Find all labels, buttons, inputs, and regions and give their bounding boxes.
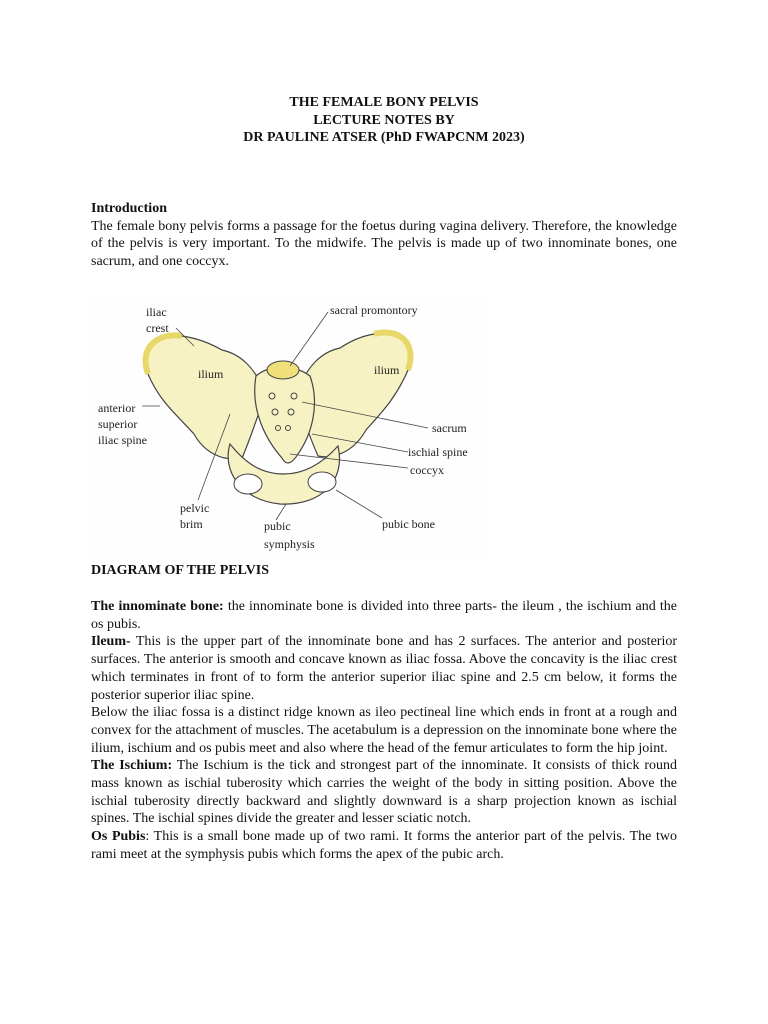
- ileum-text: This is the upper part of the innominate bone and has 2 surfaces. The anterior and posterior surfaces. The anterior is smooth and concave known as iliac fossa. Above the concavity is the iliac crest which terminates in front of to form the anterior superior iliac spine and 2.5 cm below, it forms the posterior superior iliac spine.: [91, 634, 677, 703]
- pelvis-illustration: [90, 294, 486, 556]
- sacrum-shape: [255, 367, 315, 463]
- label-ischial-spine: ischial spine: [408, 445, 468, 459]
- pelvis-diagram: [90, 294, 486, 556]
- label-pubic-symphysis-2: symphysis: [264, 537, 315, 551]
- label-sacral-promontory: sacral promontory: [330, 303, 418, 317]
- introduction-heading: Introduction: [91, 201, 167, 216]
- body-sections: [91, 598, 677, 864]
- label-pubic-symphysis-1: pubic: [264, 519, 291, 533]
- innominate-paragraph: [91, 598, 677, 633]
- introduction-section: [91, 200, 677, 271]
- ileo-pectineal-paragraph: Below the iliac fossa is a distinct ridge known as ileo pectineal line which ends in front at a rough and convex for the attachment of muscles. The acetabulum is a depression on the innominate bone where the ilium, ischium and os pubis meet and also where the head of the femur articulates to form the hip joint.: [91, 705, 677, 756]
- label-asis-2: superior: [98, 417, 138, 431]
- innominate-heading: The innominate bone:: [91, 599, 224, 614]
- label-iliac-crest-1: iliac: [146, 305, 167, 319]
- label-ilium-left: ilium: [198, 367, 224, 381]
- ileum-paragraph: [91, 633, 677, 704]
- title-line-1: THE FEMALE BONY PELVIS: [289, 95, 479, 110]
- label-ilium-right: ilium: [374, 363, 400, 377]
- document-title: [0, 94, 768, 147]
- ischium-heading: The Ischium:: [91, 758, 173, 774]
- ischium-paragraph: [91, 757, 677, 828]
- title-line-3: DR PAULINE ATSER (PhD FWAPCNM 2023): [243, 130, 525, 145]
- label-pelvic-brim-2: brim: [180, 517, 203, 531]
- label-pelvic-brim-1: pelvic: [180, 501, 210, 515]
- os-pubis-paragraph: [91, 828, 677, 863]
- diagram-caption: DIAGRAM OF THE PELVIS: [91, 563, 270, 578]
- ileum-heading: Ileum-: [91, 634, 131, 650]
- introduction-text: The female bony pelvis forms a passage for the foetus during vagina delivery. Therefore, the knowledge of the pelvis is very important. To the midwife. The pelvis is made up of two innominate bones, one sacrum, and one coccyx.: [91, 218, 677, 270]
- left-obturator-foramen: [234, 474, 262, 494]
- innominate-text: the innominate bone is divided into three parts- the ileum , the ischium and the os pubis.: [91, 599, 677, 632]
- title-line-2: LECTURE NOTES BY: [313, 112, 455, 128]
- left-ilium-shape: [146, 335, 266, 459]
- label-pubic-bone: pubic bone: [382, 517, 435, 531]
- label-asis-3: iliac spine: [98, 433, 147, 447]
- os-pubis-heading: Os Pubis: [91, 829, 146, 845]
- sacral-promontory-shape: [267, 361, 299, 379]
- label-coccyx: coccyx: [410, 463, 444, 477]
- label-sacrum: sacrum: [432, 421, 467, 435]
- label-iliac-crest-2: crest: [146, 321, 169, 335]
- ischium-text: The Ischium is the tick and strongest part of the innominate. It consists of thick round mass known as ischial tuberosity which carries the weight of the body in sitting position. Above the ischial tuberosity directly backward and slightly downward is a sharp projection known as ischial spines. The ischial spines divide the greater and lesser sciatic notch.: [91, 758, 678, 827]
- os-pubis-text: : This is a small bone made up of two rami. It forms the anterior part of the pelvis. The two rami meet at the symphysis pubis which forms the apex of the pubic arch.: [91, 829, 677, 862]
- right-obturator-foramen: [308, 472, 336, 492]
- label-asis-1: anterior: [98, 401, 136, 415]
